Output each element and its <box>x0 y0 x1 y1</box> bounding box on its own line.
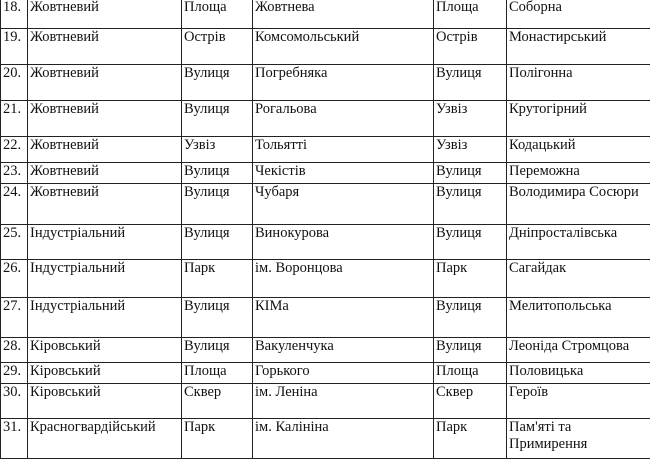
row-number: 19. <box>1 29 28 65</box>
new-name-cell: Дніпросталівська <box>507 225 650 260</box>
table-row <box>1 363 650 384</box>
new-type-cell: Парк <box>434 260 507 298</box>
row-number: 26. <box>1 260 28 298</box>
district-cell: Красногвардійський <box>28 419 182 459</box>
new-type-cell: Площа <box>434 363 507 384</box>
table-body <box>1 0 650 459</box>
new-name-cell: Героїв <box>507 384 650 419</box>
row-number: 21. <box>1 101 28 137</box>
row-number: 20. <box>1 65 28 101</box>
district-cell: Жовтневий <box>28 137 182 163</box>
new-type-cell: Площа <box>434 0 507 29</box>
old-name-cell: Рогальова <box>253 101 434 137</box>
new-type-cell: Узвіз <box>434 101 507 137</box>
district-cell: Індустріальний <box>28 225 182 260</box>
district-cell: Кіровський <box>28 363 182 384</box>
table-row <box>1 137 650 163</box>
district-cell: Індустріальний <box>28 298 182 338</box>
old-type-cell: Острів <box>182 29 253 65</box>
old-name-cell: Вакуленчука <box>253 338 434 363</box>
old-type-cell: Парк <box>182 260 253 298</box>
table-row <box>1 101 650 137</box>
old-name-cell: Жовтнева <box>253 0 434 29</box>
new-name-cell: Мелитопольська <box>507 298 650 338</box>
old-name-cell: ім. Воронцова <box>253 260 434 298</box>
new-type-cell: Узвіз <box>434 137 507 163</box>
new-name-cell: Кодацький <box>507 137 650 163</box>
row-number: 23. <box>1 163 28 184</box>
district-cell: Жовтневий <box>28 0 182 29</box>
old-type-cell: Вулиця <box>182 65 253 101</box>
old-type-cell: Вулиця <box>182 184 253 225</box>
new-name-cell: Половицька <box>507 363 650 384</box>
table-row <box>1 65 650 101</box>
old-name-cell: Винокурова <box>253 225 434 260</box>
new-name-cell: Сагайдак <box>507 260 650 298</box>
new-name-cell: Полігонна <box>507 65 650 101</box>
district-cell: Кіровський <box>28 384 182 419</box>
new-name-cell: Леоніда Стромцова <box>507 338 650 363</box>
table-row <box>1 419 650 459</box>
row-number: 24. <box>1 184 28 225</box>
row-number: 27. <box>1 298 28 338</box>
old-name-cell: Тольятті <box>253 137 434 163</box>
table-row <box>1 298 650 338</box>
old-type-cell: Площа <box>182 363 253 384</box>
new-type-cell: Острів <box>434 29 507 65</box>
table-row <box>1 184 650 225</box>
old-type-cell: Площа <box>182 0 253 29</box>
row-number: 29. <box>1 363 28 384</box>
new-type-cell: Сквер <box>434 384 507 419</box>
new-name-cell: Переможна <box>507 163 650 184</box>
table-row <box>1 260 650 298</box>
old-type-cell: Вулиця <box>182 298 253 338</box>
district-cell: Жовтневий <box>28 101 182 137</box>
table-row <box>1 384 650 419</box>
new-type-cell: Вулиця <box>434 163 507 184</box>
old-name-cell: Чубаря <box>253 184 434 225</box>
new-name-cell: Монастирський <box>507 29 650 65</box>
district-cell: Жовтневий <box>28 65 182 101</box>
old-name-cell: Погребняка <box>253 65 434 101</box>
district-cell: Індустріальний <box>28 260 182 298</box>
district-cell: Жовтневий <box>28 184 182 225</box>
row-number: 18. <box>1 0 28 29</box>
new-type-cell: Вулиця <box>434 184 507 225</box>
old-name-cell: Горького <box>253 363 434 384</box>
old-name-cell: КІМа <box>253 298 434 338</box>
row-number: 28. <box>1 338 28 363</box>
old-type-cell: Узвіз <box>182 137 253 163</box>
table-row <box>1 0 650 29</box>
old-type-cell: Парк <box>182 419 253 459</box>
district-cell: Жовтневий <box>28 29 182 65</box>
old-name-cell: ім. Леніна <box>253 384 434 419</box>
row-number: 25. <box>1 225 28 260</box>
table-row <box>1 338 650 363</box>
row-number: 30. <box>1 384 28 419</box>
row-number: 22. <box>1 137 28 163</box>
new-type-cell: Вулиця <box>434 65 507 101</box>
old-name-cell: Чекістів <box>253 163 434 184</box>
district-cell: Жовтневий <box>28 163 182 184</box>
old-type-cell: Сквер <box>182 384 253 419</box>
row-number: 31. <box>1 419 28 459</box>
table-row <box>1 29 650 65</box>
table-row <box>1 225 650 260</box>
old-name-cell: Комсомольський <box>253 29 434 65</box>
old-type-cell: Вулиця <box>182 101 253 137</box>
old-type-cell: Вулиця <box>182 163 253 184</box>
new-name-cell: Крутогірний <box>507 101 650 137</box>
new-type-cell: Вулиця <box>434 298 507 338</box>
old-name-cell: ім. Калініна <box>253 419 434 459</box>
new-type-cell: Парк <box>434 419 507 459</box>
old-type-cell: Вулиця <box>182 225 253 260</box>
new-name-cell: Володимира Сосюри <box>507 184 650 225</box>
table-row <box>1 163 650 184</box>
new-type-cell: Вулиця <box>434 338 507 363</box>
new-type-cell: Вулиця <box>434 225 507 260</box>
new-name-cell: Пам'яті та Примирення <box>507 419 650 459</box>
district-cell: Кіровський <box>28 338 182 363</box>
new-name-cell: Соборна <box>507 0 650 29</box>
old-type-cell: Вулиця <box>182 338 253 363</box>
